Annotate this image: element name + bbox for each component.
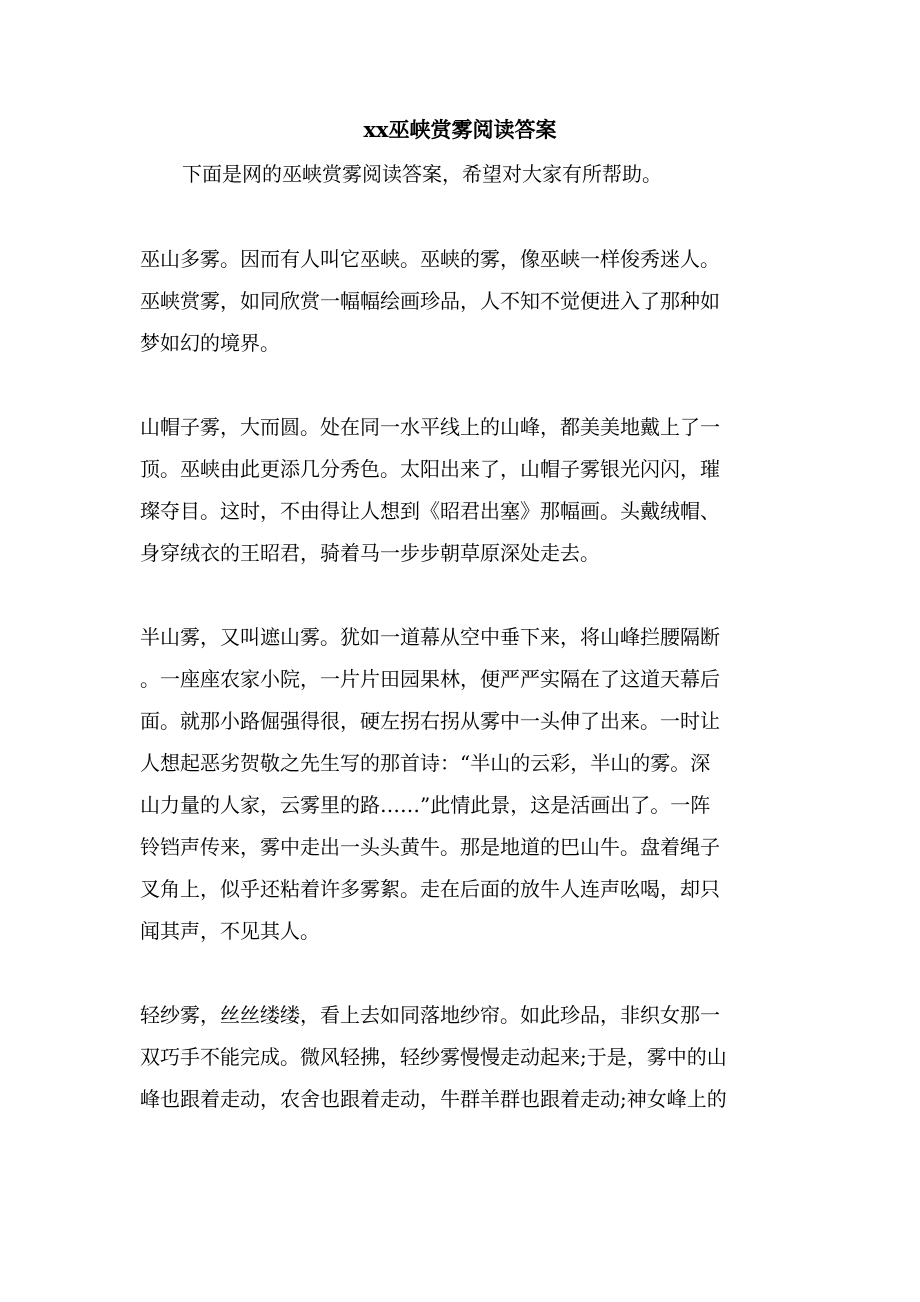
text-line: 双巧手不能完成。微风轻拂，轻纱雾慢慢走动起来;于是，雾中的山: [140, 1045, 727, 1069]
text-line: 面。就那小路倔强得很，硬左拐右拐从雾中一头伸了出来。一时让: [140, 709, 720, 733]
text-line: 山力量的人家，云雾里的路……”此情此景，这是活画出了。一阵: [140, 793, 711, 817]
text-line: 山帽子雾，大而圆。处在同一水平线上的山峰，都美美地戴上了一: [140, 415, 720, 439]
text-line: 铃铛声传来，雾中走出一头头黄牛。那是地道的巴山牛。盘着绳子: [140, 835, 720, 859]
text-line: 。一座座农家小院，一片片田园果林，便严严实隔在了这道天幕后: [140, 667, 720, 691]
text-line: 峰也跟着走动，农舍也跟着走动，牛群羊群也跟着走动;神女峰上的: [140, 1087, 727, 1111]
text-line: 巫峡赏雾，如同欣赏一幅幅绘画珍品，人不知不觉便进入了那种如: [140, 289, 720, 313]
text-line: 叉角上，似乎还粘着许多雾絮。走在后面的放牛人连声吆喝，却只: [140, 877, 720, 901]
intro-line: 下面是网的巫峡赏雾阅读答案，希望对大家有所帮助。: [182, 162, 662, 186]
document-title: xx巫峡赏雾阅读答案: [363, 117, 557, 142]
text-line: 梦如幻的境界。: [140, 331, 280, 355]
text-line: 半山雾，又叫遮山雾。犹如一道幕从空中垂下来，将山峰拦腰隔断: [140, 625, 720, 649]
text-line: 轻纱雾，丝丝缕缕，看上去如同落地纱帘。如此珍品，非织女那一: [140, 1003, 720, 1027]
text-line: 人想起恶劣贺敬之先生写的那首诗：“半山的云彩，半山的雾。深: [140, 751, 711, 775]
text-line: 顶。巫峡由此更添几分秀色。太阳出来了，山帽子雾银光闪闪，璀: [140, 457, 720, 481]
text-line: 身穿绒衣的王昭君，骑着马一步步朝草原深处走去。: [140, 541, 600, 565]
text-line: 巫山多雾。因而有人叫它巫峡。巫峡的雾，像巫峡一样俊秀迷人。: [140, 247, 720, 271]
text-line: 璨夺目。这时，不由得让人想到《昭君出塞》那幅画。头戴绒帽、: [140, 499, 720, 523]
text-line: 闻其声，不见其人。: [140, 919, 320, 943]
